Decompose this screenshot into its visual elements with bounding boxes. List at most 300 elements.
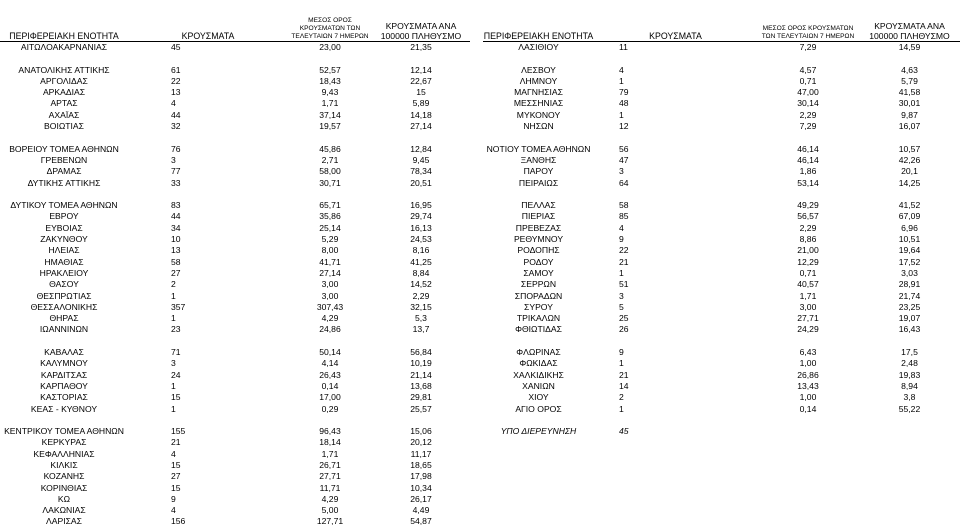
cases-cell: 45 (171, 42, 181, 52)
per100k-cell: 16,95 (410, 200, 432, 211)
avg7-cell: 3,00 (321, 279, 339, 290)
cases-cell: 3 (619, 290, 624, 301)
cases-cell: 27 (171, 267, 181, 278)
cases-cell: 1 (171, 403, 176, 414)
per100k-cell: 42,26 (898, 154, 921, 165)
avg7-cell: 8,00 (321, 245, 339, 256)
cases-cell: 48 (619, 98, 629, 109)
table-row (483, 211, 960, 222)
per100k-cell: 5,3 (415, 313, 427, 324)
cases-cell: 1 (619, 403, 624, 414)
per100k-cell: 3,8 (903, 392, 916, 403)
per100k-cell: 54,87 (410, 516, 432, 527)
per100k-cell: 13,7 (412, 324, 430, 335)
region-cell: ΕΒΡΟΥ (49, 211, 79, 222)
table-row (0, 313, 470, 324)
table-row (0, 483, 470, 494)
table-row (0, 178, 470, 189)
region-cell: ΑΓΙΟ ΟΡΟΣ (515, 403, 562, 414)
avg7-cell: 46,14 (797, 154, 819, 165)
cases-cell: 83 (171, 200, 181, 211)
cases-cell: 4 (619, 64, 624, 75)
table-row (483, 98, 960, 109)
per100k-cell: 9,45 (412, 154, 430, 165)
region-cell: ΞΑΝΘΗΣ (520, 154, 557, 165)
region-cell: ΛΗΜΝΟΥ (519, 75, 558, 86)
region-cell: ΣΠΟΡΑΔΩΝ (514, 290, 563, 301)
cases-cell: 5 (619, 301, 624, 312)
table-row (0, 516, 470, 527)
table-row (0, 426, 470, 437)
table-row (0, 211, 470, 222)
per100k-cell: 3,03 (901, 267, 918, 278)
spacer-row (483, 53, 960, 64)
avg7-cell: 18,43 (319, 75, 341, 86)
cases-cell: 2 (171, 279, 176, 290)
per100k-cell: 32,15 (410, 301, 432, 312)
spacer-row (0, 189, 470, 200)
per100k-cell: 67,09 (898, 211, 921, 222)
cases-cell: 156 (171, 516, 186, 527)
avg7-cell: 0,71 (799, 267, 817, 278)
table-row (0, 505, 470, 516)
header-per100k: ΚΡΟΥΣΜΑΤΑ ΑΝΑ 100000 ΠΛΗΘΥΣΜΟ (380, 21, 462, 41)
avg7-cell: 21,00 (797, 245, 819, 256)
per100k-cell: 14,59 (898, 42, 921, 52)
region-cell: ΣΕΡΡΩΝ (520, 279, 557, 290)
cases-cell: 58 (171, 256, 181, 267)
avg7-cell: 49,29 (797, 200, 819, 211)
per100k-cell: 4,49 (412, 505, 430, 516)
avg7-cell: 13,43 (797, 380, 819, 391)
avg7-cell: 5,00 (321, 505, 339, 516)
region-cell: ΠΕΛΛΑΣ (521, 200, 556, 211)
table-row (0, 437, 470, 448)
per100k-cell: 20,51 (410, 177, 432, 188)
avg7-cell: 127,71 (316, 516, 344, 527)
avg7-cell: 35,86 (319, 211, 341, 222)
per100k-cell: 18,65 (410, 459, 432, 470)
cases-cell: 22 (171, 75, 181, 86)
per100k-cell: 8,84 (412, 267, 430, 278)
cases-cell: 2 (619, 392, 624, 403)
cases-cell: 15 (171, 459, 181, 470)
per100k-cell: 28,91 (898, 279, 921, 290)
region-cell: ΑΙΤΩΛΟΑΚΑΡΝΑΝΙΑΣ (20, 42, 108, 52)
region-cell: ΘΕΣΠΡΩΤΙΑΣ (36, 290, 92, 301)
cases-cell: 45 (619, 426, 629, 437)
cases-cell: 1 (619, 267, 624, 278)
per100k-cell: 19,07 (898, 313, 921, 324)
table-row (0, 121, 470, 132)
cases-cell: 9 (619, 347, 624, 358)
cases-cell: 9 (619, 234, 624, 245)
table-row (0, 324, 470, 335)
table-row (483, 166, 960, 177)
table-row (483, 324, 960, 335)
region-cell: ΗΜΑΘΙΑΣ (44, 256, 84, 267)
region-cell: ΚΕΑΣ - ΚΥΘΝΟΥ (30, 403, 98, 414)
table-row (0, 257, 470, 268)
avg7-cell: 58,00 (319, 166, 341, 177)
avg7-cell: 30,71 (319, 177, 341, 188)
cases-cell: 3 (171, 154, 176, 165)
cases-cell: 51 (619, 279, 629, 290)
per100k-cell: 11,17 (410, 448, 432, 459)
table-row (0, 279, 470, 290)
cases-cell: 357 (171, 301, 186, 312)
avg7-cell: 45,86 (319, 143, 341, 154)
avg7-cell: 27,71 (319, 471, 341, 482)
table-row (483, 268, 960, 279)
region-cell: ΑΝΑΤΟΛΙΚΗΣ ΑΤΤΙΚΗΣ (18, 64, 110, 75)
table-row (483, 313, 960, 324)
header-avg7: ΜΕΣΟΣ ΟΡΟΣ ΚΡΟΥΣΜΑΤΩΝ ΤΩΝ ΤΕΛΕΥΤΑΙΩΝ 7 ΗΜΕΡΩΝ (291, 17, 369, 40)
per100k-cell: 17,98 (410, 471, 432, 482)
left-table (0, 16, 470, 528)
cases-cell: 61 (171, 64, 181, 75)
region-cell: ΚΕΦΑΛΛΗΝΙΑΣ (33, 448, 95, 459)
region-cell: ΖΑΚΥΝΘΟΥ (40, 234, 88, 245)
table-row (483, 426, 960, 437)
avg7-cell: 46,14 (797, 143, 819, 154)
region-cell: ΝΗΣΩΝ (523, 121, 554, 132)
cases-cell: 13 (171, 87, 181, 98)
avg7-cell: 4,29 (321, 493, 339, 504)
table-row (483, 110, 960, 121)
cases-cell: 11 (619, 42, 628, 52)
per100k-cell: 10,34 (410, 482, 432, 493)
cases-cell: 12 (619, 121, 629, 132)
cases-cell: 22 (619, 245, 629, 256)
region-cell: ΚΑΣΤΟΡΙΑΣ (40, 392, 88, 403)
per100k-cell: 23,25 (898, 301, 921, 312)
per100k-cell: 21,35 (410, 42, 432, 52)
table-row (0, 110, 470, 121)
header-cases: ΚΡΟΥΣΜΑΤΑ (181, 31, 235, 41)
spacer-row (483, 336, 960, 347)
avg7-cell: 2,29 (799, 109, 817, 120)
table-row (483, 144, 960, 155)
region-cell: ΡΟΔΟΠΗΣ (517, 245, 560, 256)
avg7-cell: 5,29 (321, 234, 339, 245)
per100k-cell: 20,1 (901, 166, 918, 177)
table-row (0, 65, 470, 76)
table-row (0, 471, 470, 482)
avg7-cell: 23,00 (319, 42, 341, 52)
table-row (0, 76, 470, 87)
region-cell: ΑΡΤΑΣ (50, 98, 78, 109)
table-row (483, 392, 960, 403)
region-cell: ΠΙΕΡΙΑΣ (521, 211, 556, 222)
avg7-cell: 0,71 (799, 75, 817, 86)
table-row (0, 302, 470, 313)
table-row (483, 121, 960, 132)
per100k-cell: 4,63 (901, 64, 918, 75)
avg7-cell: 1,00 (799, 358, 817, 369)
table-row (0, 42, 470, 53)
cases-cell: 1 (171, 380, 176, 391)
per100k-cell: 16,43 (898, 324, 921, 335)
cases-cell: 15 (171, 392, 181, 403)
cases-cell: 33 (171, 177, 181, 188)
table-row (0, 223, 470, 234)
avg7-cell: 27,14 (319, 267, 341, 278)
table-row (483, 200, 960, 211)
cases-cell: 85 (619, 211, 629, 222)
per100k-cell: 9,87 (901, 109, 918, 120)
cases-cell: 47 (619, 154, 629, 165)
table-row (0, 392, 470, 403)
avg7-cell: 0,29 (321, 403, 339, 414)
avg7-cell: 1,71 (799, 290, 817, 301)
avg7-cell: 7,29 (799, 121, 817, 132)
region-cell: ΣΑΜΟΥ (523, 267, 554, 278)
cases-cell: 26 (619, 324, 629, 335)
region-cell: ΤΡΙΚΑΛΩΝ (516, 313, 561, 324)
cases-cell: 34 (171, 222, 181, 233)
per100k-cell: 22,67 (410, 75, 432, 86)
region-cell: ΦΛΩΡΙΝΑΣ (516, 347, 561, 358)
region-cell: ΚΟΡΙΝΘΙΑΣ (40, 482, 88, 493)
region-cell: ΜΕΣΣΗΝΙΑΣ (513, 98, 564, 109)
cases-cell: 56 (619, 143, 629, 154)
region-cell: ΚΑΒΑΛΑΣ (44, 347, 84, 358)
table-row (483, 347, 960, 358)
cases-cell: 4 (619, 222, 624, 233)
avg7-cell: 30,14 (797, 98, 819, 109)
table-row (483, 358, 960, 369)
cases-cell: 10 (171, 234, 181, 245)
per100k-cell: 14,52 (410, 279, 432, 290)
region-cell: ΘΕΣΣΑΛΟΝΙΚΗΣ (30, 301, 98, 312)
region-cell: ΛΑΣΙΘΙΟΥ (518, 42, 559, 52)
header-avg7: ΜΕΣΟΣ ΟΡΟΣ ΚΡΟΥΣΜΑΤΩΝ ΤΩΝ ΤΕΛΕΥΤΑΙΩΝ 7 ΗΜΕΡΩΝ (761, 25, 855, 40)
table-row (483, 302, 960, 313)
per100k-cell: 14,25 (898, 177, 921, 188)
avg7-cell: 40,57 (797, 279, 819, 290)
table-row (483, 381, 960, 392)
table-row (483, 223, 960, 234)
spacer-row (483, 189, 960, 200)
region-cell: ΦΘΙΩΤΙΔΑΣ (515, 324, 562, 335)
right-table (483, 16, 960, 437)
per100k-cell: 17,5 (901, 347, 918, 358)
header-region: ΠΕΡΙΦΕΡΕΙΑΚΗ ΕΝΟΤΗΤΑ (483, 31, 594, 41)
avg7-cell: 26,43 (319, 369, 341, 380)
cases-cell: 1 (171, 313, 176, 324)
table-row (0, 166, 470, 177)
per100k-cell: 41,25 (410, 256, 432, 267)
table-row (483, 234, 960, 245)
region-cell: ΒΟΙΩΤΙΑΣ (44, 121, 84, 132)
cases-cell: 24 (171, 369, 181, 380)
per100k-cell: 10,19 (410, 358, 432, 369)
per100k-cell: 55,22 (898, 403, 921, 414)
region-cell: ΛΕΣΒΟΥ (521, 64, 556, 75)
per100k-cell: 27,14 (410, 121, 432, 132)
avg7-cell: 25,14 (319, 222, 341, 233)
per100k-cell: 10,51 (898, 234, 921, 245)
per100k-cell: 19,64 (898, 245, 921, 256)
region-cell: ΔΡΑΜΑΣ (46, 166, 82, 177)
region-cell: ΥΠΟ ΔΙΕΡΕΥΝΗΣΗ (500, 426, 577, 437)
per100k-cell: 56,84 (410, 347, 432, 358)
region-cell: ΓΡΕΒΕΝΩΝ (40, 154, 88, 165)
cases-cell: 4 (171, 505, 176, 516)
table-row (0, 460, 470, 471)
avg7-cell: 26,86 (797, 369, 819, 380)
region-cell: ΜΥΚΟΝΟΥ (516, 109, 561, 120)
region-cell: ΔΥΤΙΚΟΥ ΤΟΜΕΑ ΑΘΗΝΩΝ (10, 200, 118, 211)
region-cell: ΕΥΒΟΙΑΣ (45, 222, 83, 233)
per100k-cell: 24,53 (410, 234, 432, 245)
region-cell: ΔΥΤΙΚΗΣ ΑΤΤΙΚΗΣ (27, 177, 101, 188)
table-row (483, 291, 960, 302)
per100k-cell: 25,57 (410, 403, 432, 414)
table-row (0, 98, 470, 109)
cases-cell: 1 (619, 109, 624, 120)
region-cell: ΗΛΕΙΑΣ (48, 245, 80, 256)
per100k-cell: 12,84 (410, 143, 432, 154)
avg7-cell: 24,86 (319, 324, 341, 335)
table-row (483, 155, 960, 166)
spacer-row (0, 132, 470, 143)
table-row (483, 279, 960, 290)
region-cell: ΠΡΕΒΕΖΑΣ (515, 222, 562, 233)
per100k-cell (859, 426, 960, 437)
cases-cell: 9 (171, 493, 176, 504)
table-row (0, 245, 470, 256)
table-row (483, 76, 960, 87)
avg7-cell: 1,71 (321, 98, 339, 109)
avg7-cell: 3,00 (321, 290, 339, 301)
per100k-cell: 15,06 (410, 426, 432, 437)
cases-cell: 23 (171, 324, 181, 335)
region-cell: ΛΑΚΩΝΙΑΣ (42, 505, 86, 516)
left-header-row (0, 16, 470, 42)
avg7-cell: 9,43 (321, 87, 339, 98)
per100k-cell: 21,14 (410, 369, 432, 380)
header-cases: ΚΡΟΥΣΜΑΤΑ (649, 31, 702, 41)
avg7-cell: 7,29 (799, 42, 817, 52)
region-cell: ΘΑΣΟΥ (49, 279, 79, 290)
avg7-cell: 4,29 (321, 313, 339, 324)
per100k-cell: 20,12 (410, 437, 432, 448)
cases-cell: 77 (171, 166, 181, 177)
table-row (483, 87, 960, 98)
per100k-cell: 14,18 (410, 109, 432, 120)
region-cell: ΜΑΓΝΗΣΙΑΣ (514, 87, 563, 98)
cases-cell: 1 (619, 75, 624, 86)
region-cell: ΗΡΑΚΛΕΙΟΥ (39, 267, 89, 278)
region-cell: ΚΑΡΔΙΤΣΑΣ (40, 369, 88, 380)
table-row (0, 200, 470, 211)
table-row (0, 449, 470, 460)
cases-cell: 76 (171, 143, 181, 154)
avg7-cell: 11,71 (319, 482, 341, 493)
cases-cell: 25 (619, 313, 629, 324)
table-row (0, 291, 470, 302)
region-cell: ΧΑΝΙΩΝ (522, 380, 555, 391)
spacer-row (0, 336, 470, 347)
cases-cell: 21 (171, 437, 181, 448)
cases-cell: 44 (171, 211, 181, 222)
region-cell: ΡΕΘΥΜΝΟΥ (513, 234, 564, 245)
avg7-cell: 24,29 (797, 324, 819, 335)
avg7-cell: 56,57 (797, 211, 819, 222)
table-row (0, 381, 470, 392)
table-row (483, 257, 960, 268)
avg7-cell: 0,14 (799, 403, 817, 414)
per100k-cell: 16,13 (410, 222, 432, 233)
cases-cell: 44 (171, 109, 181, 120)
region-cell: ΚΕΝΤΡΙΚΟΥ ΤΟΜΕΑ ΑΘΗΝΩΝ (4, 426, 124, 437)
per100k-cell: 10,57 (898, 143, 921, 154)
region-cell: ΡΟΔΟΥ (523, 256, 554, 267)
spacer-row (483, 415, 960, 426)
avg7-cell: 6,43 (799, 347, 817, 358)
avg7-cell: 0,14 (321, 380, 339, 391)
avg7-cell: 27,71 (797, 313, 819, 324)
cases-cell: 4 (171, 98, 176, 109)
avg7-cell: 2,71 (321, 154, 339, 165)
per100k-cell: 19,83 (898, 369, 921, 380)
per100k-cell: 8,94 (901, 380, 918, 391)
region-cell: ΑΡΚΑΔΙΑΣ (42, 87, 86, 98)
cases-cell: 14 (619, 380, 629, 391)
avg7-cell: 8,86 (799, 234, 817, 245)
region-cell: ΧΙΟΥ (528, 392, 549, 403)
per100k-cell: 5,79 (901, 75, 918, 86)
region-cell: ΑΡΓΟΛΙΔΑΣ (40, 75, 88, 86)
per100k-cell: 2,29 (412, 290, 430, 301)
avg7-cell: 96,43 (319, 426, 341, 437)
cases-cell: 155 (171, 426, 186, 437)
right-header-row (483, 16, 960, 42)
per100k-cell: 26,17 (410, 493, 432, 504)
per100k-cell: 2,48 (901, 358, 918, 369)
cases-cell: 71 (171, 347, 181, 358)
region-cell: ΠΑΡΟΥ (523, 166, 554, 177)
region-cell: ΙΩΑΝΝΙΝΩΝ (39, 324, 89, 335)
per100k-cell: 78,34 (410, 166, 432, 177)
table-row (483, 65, 960, 76)
avg7-cell: 4,57 (799, 64, 817, 75)
avg7-cell (757, 426, 859, 437)
per100k-cell: 21,74 (898, 290, 921, 301)
region-cell: ΘΗΡΑΣ (49, 313, 79, 324)
spacer-row (483, 132, 960, 143)
avg7-cell: 41,71 (319, 256, 341, 267)
cases-cell: 21 (619, 369, 629, 380)
cases-cell: 13 (171, 245, 181, 256)
cases-cell: 27 (171, 471, 181, 482)
table-row (0, 234, 470, 245)
region-cell: ΠΕΙΡΑΙΩΣ (518, 177, 559, 188)
per100k-cell: 5,89 (412, 98, 430, 109)
per100k-cell: 6,96 (901, 222, 918, 233)
table-row (483, 370, 960, 381)
header-region: ΠΕΡΙΦΕΡΕΙΑΚΗ ΕΝΟΤΗΤΑ (9, 31, 119, 41)
table-row (483, 178, 960, 189)
left-rows (0, 42, 470, 528)
cases-cell: 1 (619, 358, 624, 369)
table-row (0, 404, 470, 415)
region-cell: ΚΟΖΑΝΗΣ (43, 471, 85, 482)
region-cell: ΑΧΑΪΑΣ (48, 109, 80, 120)
per100k-cell: 16,07 (898, 121, 921, 132)
